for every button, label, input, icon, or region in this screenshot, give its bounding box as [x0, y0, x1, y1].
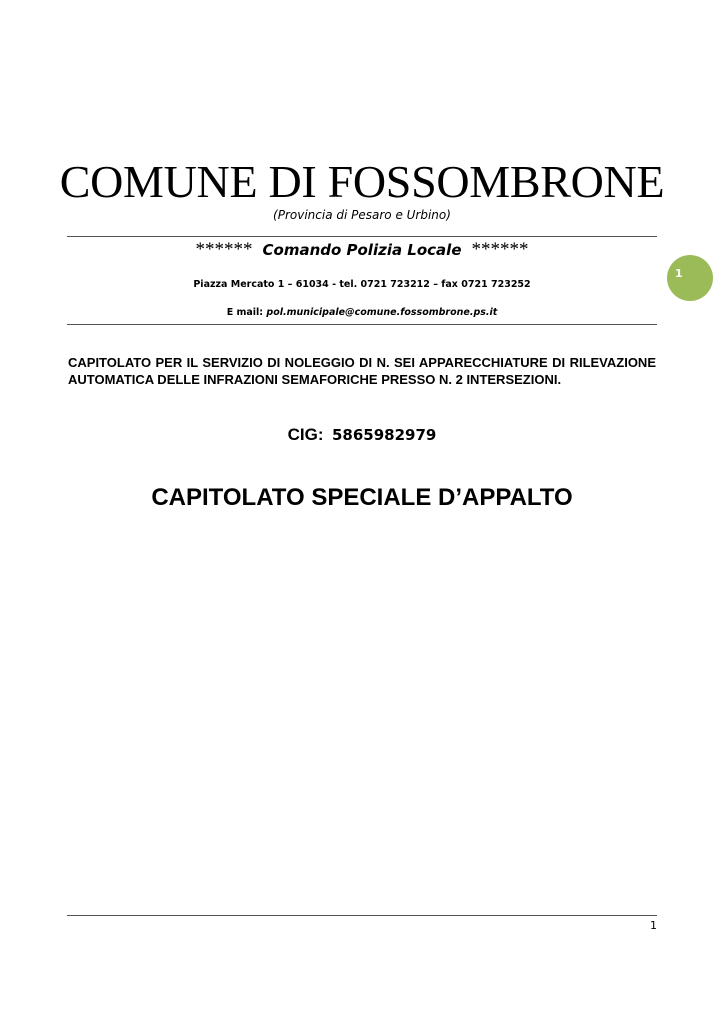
- header-divider-bottom: [67, 324, 657, 325]
- command-line: [0, 238, 724, 262]
- page-number: 1: [650, 919, 657, 932]
- document-subject: CAPITOLATO PER IL SERVIZIO DI NOLEGGIO DI N. SEI APPARECCHIATURE DI RILEVAZIONE AUTOMATICA DELLE INFRAZIONI SEMAFORICHE PRESSO N. 2 INTERSEZIONI.: [68, 355, 656, 387]
- page-title: COMUNE DI FOSSOMBRONE: [59, 156, 665, 207]
- comment-badge[interactable]: [667, 255, 713, 301]
- email-address[interactable]: pol.municipale@comune.fossombrone.ps.it: [266, 307, 498, 318]
- command-stars-right: ******: [471, 239, 529, 260]
- cig-label: CIG:: [287, 425, 324, 444]
- footer-divider: [67, 915, 657, 916]
- email-line: [0, 306, 724, 320]
- command-unit: Comando Polizia Locale: [262, 241, 462, 259]
- command-stars-left: ******: [195, 239, 253, 260]
- cig-code: 5865982979: [331, 426, 437, 444]
- address-line: Piazza Mercato 1 – 61034 - tel. 0721 723212 – fax 0721 723252: [193, 279, 531, 290]
- province-subtitle: (Provincia di Pesaro e Urbino): [273, 208, 451, 222]
- comment-badge-label: 1: [675, 267, 683, 280]
- header-divider-top: [67, 236, 657, 237]
- document-title: CAPITOLATO SPECIALE D’APPALTO: [151, 484, 573, 511]
- email-label: E mail:: [226, 307, 264, 318]
- cig-line: [0, 425, 724, 445]
